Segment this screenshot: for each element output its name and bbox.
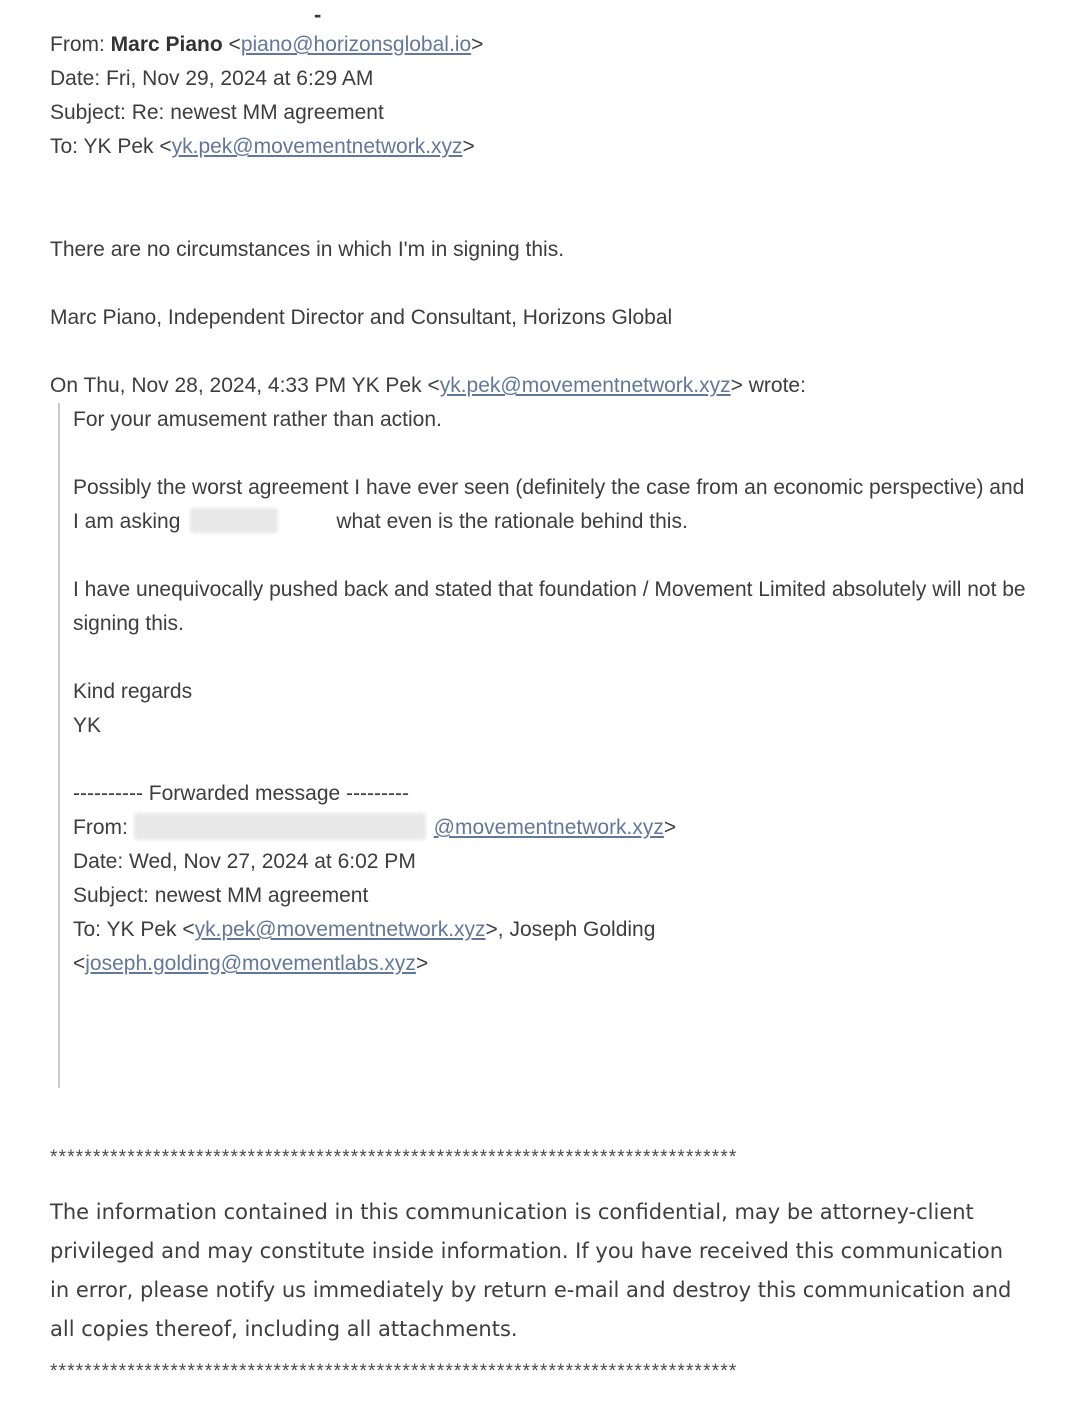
forwarded-recipient1-email-link[interactable]: yk.pek@movementnetwork.xyz [194, 918, 486, 941]
recipient-email-link[interactable]: yk.pek@movementnetwork.xyz [171, 135, 463, 158]
forwarded-date-line: Date: Wed, Nov 27, 2024 at 6:02 PM [73, 850, 416, 873]
confidentiality-disclaimer: The information contained in this communication is confidential, may be attorney-client privileged and may constitute inside information. If you have received this communication in error, please notify us immediately by return e-mail and destroy this communication and all copies thereof, including all attachments. [50, 1200, 1012, 1341]
top-dash-artifact: - [314, 2, 322, 27]
attribution-text: On Thu, Nov 28, 2024, 4:33 PM YK Pek < [50, 374, 440, 397]
bracket: < [222, 33, 241, 56]
email-header [50, 28, 1030, 164]
sender-name: Marc Piano [110, 33, 223, 56]
bracket: > [415, 952, 429, 975]
quoted-message [58, 403, 1030, 1088]
bracket: > [471, 33, 484, 56]
quoted-paragraph: For your amusement rather than action. [73, 408, 442, 431]
quoted-text: what even is the rationale behind this. [336, 510, 688, 533]
forwarded-recipient2-email-link[interactable]: joseph.golding@movementlabs.xyz [85, 952, 416, 975]
quote-attribution-line [50, 369, 1030, 403]
separator-stars-bottom: ******************************************************************************** [50, 1361, 738, 1382]
sender-email-link[interactable]: piano@horizonsglobal.io [240, 33, 472, 56]
sender-signature: Marc Piano, Independent Director and Consultant, Horizons Global [50, 306, 673, 329]
to-label: To: YK Pek < [50, 135, 172, 158]
forwarded-divider: ---------- Forwarded message --------- [73, 782, 409, 805]
from-label: From: [50, 33, 111, 56]
forwarded-from-line [73, 811, 1030, 845]
header-to-line [50, 130, 1030, 164]
forwarded-to-line [73, 913, 1030, 981]
quoted-paragraph: I have unequivocally pushed back and stated that foundation / Movement Limited absolutely will not be signing this. [73, 578, 1026, 635]
quoted-text: Possibly the worst agreement I have ever seen (definitely the case from an economic perspective) and I am asking [73, 476, 1025, 533]
header-subject-line: Subject: Re: newest MM agreement [50, 101, 384, 124]
signoff-initials: YK [73, 714, 102, 737]
forwarded-sender-email-link[interactable]: @movementnetwork.xyz [433, 816, 664, 839]
header-from-line [50, 28, 1030, 62]
regards-text: Kind regards [73, 680, 193, 703]
quote-empty-space [73, 981, 1030, 1088]
bracket: > [462, 135, 475, 158]
to-label: To: YK Pek < [73, 918, 195, 941]
quoted-sender-email-link[interactable]: yk.pek@movementnetwork.xyz [439, 374, 731, 397]
message-body-text: There are no circumstances in which I'm in signing this. [50, 238, 565, 261]
from-label: From: [73, 816, 134, 839]
bracket: < [73, 952, 86, 975]
forwarded-message-block [73, 777, 1030, 981]
quoted-paragraph [73, 471, 1030, 539]
quoted-signoff [73, 675, 1030, 743]
recipient-separator: >, Joseph Golding [485, 918, 656, 941]
forwarded-subject-line: Subject: newest MM agreement [73, 884, 369, 907]
bracket: > [663, 816, 677, 839]
separator-stars-top: ******************************************************************************** [50, 1147, 738, 1168]
redacted-text [190, 508, 278, 533]
redacted-sender-name [134, 813, 426, 840]
attribution-text: > wrote: [730, 374, 806, 397]
header-date-line: Date: Fri, Nov 29, 2024 at 6:29 AM [50, 67, 374, 90]
